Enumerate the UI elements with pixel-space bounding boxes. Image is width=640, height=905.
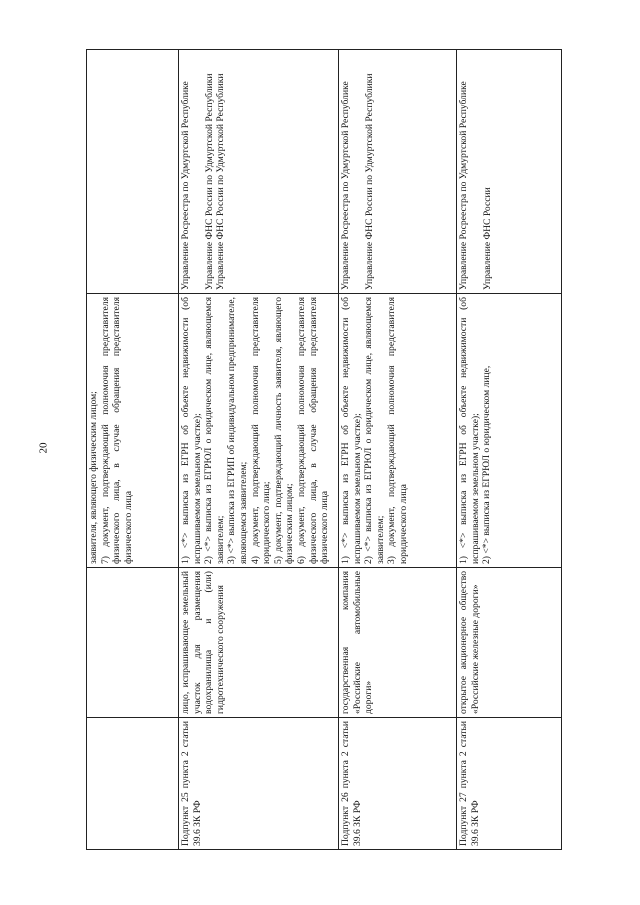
document-item: 5) документ, подтверждающий личность заявителя, являющего физическим лицом;: [272, 297, 296, 564]
document-item: 2) <*> выписка из ЕГРЮЛ о юридическом лице, являющемся заявителем;: [363, 297, 386, 564]
basis-cell: Подпункт 26 пункта 2 статьи 39.6 ЗК РФ: [339, 718, 457, 850]
documents-cell: [339, 294, 457, 568]
authority-item: Управление ФНС России по Удмуртской Республики: [363, 73, 375, 290]
authority-item: Управление ФНС России по Удмуртской Республики: [215, 73, 227, 290]
authority-item: Управление ФНС России: [481, 187, 493, 290]
document-item: 2) <*> выписка из ЕГРЮЛ о юридическом лице,: [481, 365, 493, 564]
document-item: 1) <*> выписка из ЕГРН об объекте недвижимости (об испрашиваемом земельном участке);: [340, 297, 363, 564]
authority-item: Управление Росреестра по Удмуртской Республике: [340, 81, 351, 290]
applicant-cell: [87, 568, 179, 718]
authority-cell: [339, 50, 457, 294]
table-row: [179, 50, 339, 850]
authority-item: Управление ФНС России по Удмуртской Республики: [203, 73, 215, 290]
table-row: [339, 50, 457, 850]
authority-cell: [457, 50, 562, 294]
page-number: 20: [37, 442, 50, 454]
document-item: 6) документ, подтверждающий полномочия представителя физического лица, в случае обращения представителя физического лица: [295, 297, 331, 564]
applicant-cell: государственная компания «Российские автомобильные дороги»: [339, 568, 457, 718]
document-item: 7) документ, подтверждающий полномочия представителя физического лица, в случае обращения представителя физического лица: [99, 297, 134, 564]
document-item: 2) <*> выписка из ЕГРЮЛ о юридическом лице, являющемся заявителем;: [203, 297, 226, 564]
land-documents-table: [86, 49, 562, 850]
basis-cell: Подпункт 25 пункта 2 статьи 39.6 ЗК РФ: [179, 718, 339, 850]
basis-cell: Подпункт 27 пункта 2 статьи 39.6 ЗК РФ: [457, 718, 562, 850]
authority-item: Управление Росреестра по Удмуртской Республике: [180, 81, 191, 290]
document-item: 3) документ, подтверждающий полномочия представителя юридического лица: [386, 297, 409, 564]
documents-cell: [179, 294, 339, 568]
authority-item: Управление Росреестра по Удмуртской Республике: [458, 81, 469, 290]
document-table-rotated: [86, 50, 561, 850]
document-item: 4) документ, подтверждающий полномочия представителя юридического лица;: [249, 297, 273, 564]
documents-cell: [87, 294, 179, 568]
table-row: [87, 50, 179, 850]
document-item: 1) <*> выписка из ЕГРН об объекте недвижимости (об испрашиваемом земельном участке);: [180, 297, 203, 564]
basis-cell: [87, 718, 179, 850]
document-item: заявителя, являющего физическим лицом;: [88, 391, 99, 564]
authority-cell: [87, 50, 179, 294]
document-item: 3) <*> выписка из ЕГРИП об индивидуальном предпринимателе, являющемся заявителем;: [226, 297, 249, 564]
authority-cell: [179, 50, 339, 294]
documents-cell: [457, 294, 562, 568]
table-row: [457, 50, 562, 850]
applicant-cell: открытое акционерное общество «Российские железные дороги»: [457, 568, 562, 718]
document-item: 1) <*> выписка из ЕГРН об объекте недвижимости (об испрашиваемом земельном участке);: [458, 297, 481, 564]
applicant-cell: лицо, испрашивающее земельный участок для размещения водохранилища и (или) гидротехнического сооружения: [179, 568, 339, 718]
